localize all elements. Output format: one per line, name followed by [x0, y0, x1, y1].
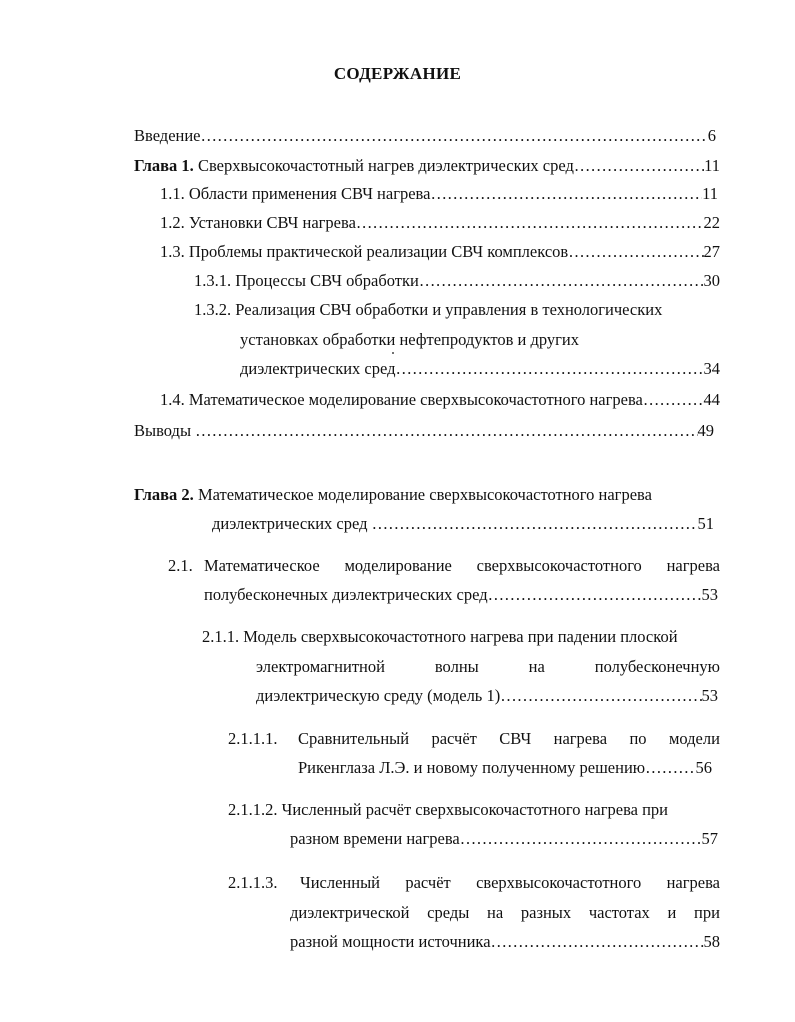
toc-page-number: 30 — [703, 271, 720, 290]
toc-entry-1-3-2-line-1[interactable] — [194, 300, 662, 320]
toc-entry-2-1-1-1-line-2[interactable] — [298, 758, 712, 778]
toc-page-number: 53 — [701, 686, 718, 705]
toc-leader — [500, 686, 701, 706]
toc-leader — [568, 242, 703, 262]
toc-entry-title: Сверхвысокочастотный нагрев диэлектрических сред — [197, 156, 574, 175]
toc-entry-2-1-1-1-line-1[interactable] — [298, 729, 720, 749]
toc-entry-number: 1.3.2. — [194, 300, 232, 319]
toc-entry-2-1-line-2[interactable] — [204, 585, 718, 605]
toc-entry-2-1-1-3-number: 2.1.1.3. — [228, 873, 278, 892]
toc-entry-1-2[interactable] — [160, 213, 720, 233]
toc-entry-2-1-1-line-3[interactable] — [256, 686, 718, 706]
toc-word: СВЧ — [499, 729, 532, 748]
toc-entry-number: 1.3. — [160, 242, 185, 261]
toc-entry-number: 2.1.1.2. — [228, 800, 278, 819]
toc-word: на — [528, 657, 545, 676]
toc-page-number: 22 — [703, 213, 720, 232]
toc-entry-title: Математическое моделирование сверхвысокочастотного нагрева — [197, 485, 652, 504]
toc-entry-conclusions[interactable] — [134, 421, 714, 441]
toc-entry-title: Выводы — [134, 421, 192, 440]
toc-word: нагрева — [666, 556, 720, 575]
toc-entry-2-1-1-2-line-1[interactable] — [228, 800, 668, 820]
toc-word: расчёт — [431, 729, 477, 748]
toc-entry-2-1-1-line-2[interactable] — [256, 657, 720, 677]
toc-entry-number: 1.2. — [160, 213, 185, 232]
toc-word: моделирование — [344, 556, 452, 575]
toc-entry-number: 1.1. — [160, 184, 185, 203]
toc-page-number: 53 — [701, 585, 718, 604]
toc-entry-number: 2.1.1. — [202, 627, 240, 646]
toc-word: на — [487, 903, 504, 922]
toc-entry-chapter-2-line-1[interactable] — [134, 485, 652, 505]
toc-word: нагрева — [553, 729, 608, 748]
toc-leader — [396, 359, 704, 379]
toc-page-number: 56 — [695, 758, 712, 777]
toc-entry-title: Математическое моделирование сверхвысокочастотного нагрева — [188, 390, 643, 409]
toc-page-number: 11 — [704, 156, 720, 175]
toc-entry-title: разной мощности источника — [290, 932, 491, 951]
toc-word: диэлектрической — [290, 903, 410, 922]
toc-entry-2-1-1-3-line-1[interactable] — [300, 873, 720, 893]
toc-word: Математическое — [204, 556, 320, 575]
toc-word: по — [629, 729, 647, 748]
toc-entry-title: Области применения СВЧ нагрева — [188, 184, 431, 203]
toc-word: и — [667, 903, 677, 922]
toc-entry-chapter-2-line-2[interactable] — [212, 514, 714, 534]
toc-entry-chapter-1[interactable] — [134, 156, 720, 176]
toc-leader — [201, 126, 708, 146]
toc-word: нагрева — [666, 873, 720, 892]
toc-entry-title: Модель сверхвысокочастотного нагрева при падении плоской — [243, 627, 678, 646]
toc-leader — [643, 390, 704, 410]
toc-entry-title: полубесконечных диэлектрических сред — [204, 585, 488, 604]
toc-entry-2-1-1-line-1[interactable] — [202, 627, 678, 647]
toc-entry-number: 1.4. — [160, 390, 185, 409]
toc-entry-1-3-1[interactable] — [194, 271, 720, 291]
toc-page-number: 34 — [703, 359, 720, 378]
toc-entry-1-1[interactable] — [160, 184, 718, 204]
toc-entry-2-1-1-3-line-2[interactable] — [290, 903, 720, 923]
toc-entry-title: разном времени нагрева — [290, 829, 460, 848]
toc-word: модели — [668, 729, 720, 748]
toc-entry-2-1-number: 2.1. — [168, 556, 193, 575]
toc-leader — [372, 514, 698, 534]
toc-entry-title: Рикенглаза Л.Э. и новому полученному решению — [298, 758, 646, 777]
toc-entry-title: диэлектрических сред — [212, 514, 368, 533]
toc-word: среды — [427, 903, 470, 922]
toc-entry-2-1-1-1-number: 2.1.1.1. — [228, 729, 278, 748]
toc-leader — [491, 932, 704, 952]
toc-entry-title: диэлектрических сред — [240, 359, 396, 378]
toc-word: электромагнитной — [256, 657, 385, 676]
toc-page-number: 44 — [703, 390, 720, 409]
toc-word: расчёт — [405, 873, 451, 892]
toc-entry-1-4[interactable] — [160, 390, 720, 410]
toc-word: Численный — [300, 873, 381, 892]
toc-entry-title: Процессы СВЧ обработки — [235, 271, 419, 290]
scan-speck — [392, 352, 394, 354]
toc-page-number: 51 — [697, 514, 714, 533]
toc-chapter-label: Глава 1. — [134, 156, 194, 175]
toc-entry-2-1-1-2-line-2[interactable] — [290, 829, 718, 849]
toc-entry-intro[interactable] — [134, 126, 716, 146]
toc-word: сверхвысокочастотного — [476, 556, 642, 575]
toc-word: сверхвысокочастотного — [476, 873, 642, 892]
toc-entry-2-1-1-3-line-3[interactable] — [290, 932, 720, 952]
toc-page-number: 6 — [707, 126, 716, 145]
toc-leader — [419, 271, 704, 291]
toc-page-number: 11 — [702, 184, 718, 203]
toc-entry-title: диэлектрическую среду (модель 1) — [256, 686, 501, 705]
toc-page-number: 49 — [697, 421, 714, 440]
toc-word: при — [694, 903, 720, 922]
page-title: СОДЕРЖАНИЕ — [333, 64, 462, 83]
toc-leader — [195, 421, 697, 441]
toc-leader — [645, 758, 695, 778]
toc-leader — [574, 156, 704, 176]
toc-entry-title: Реализация СВЧ обработки и управления в технологических — [235, 300, 663, 319]
toc-leader — [430, 184, 702, 204]
toc-leader — [488, 585, 702, 605]
toc-leader — [356, 213, 704, 233]
toc-leader — [460, 829, 702, 849]
toc-entry-title: Введение — [134, 126, 201, 145]
toc-word: Сравнительный — [298, 729, 410, 748]
toc-page-number: 27 — [703, 242, 720, 261]
toc-entry-title: Проблемы практической реализации СВЧ комплексов — [188, 242, 569, 261]
toc-word: полубесконечную — [594, 657, 720, 676]
toc-page-number: 57 — [701, 829, 718, 848]
toc-entry-2-1-line-1[interactable] — [204, 556, 720, 576]
toc-entry-1-3-2-line-2: установках обработки нефтепродуктов и других — [240, 330, 579, 349]
toc-entry-1-3[interactable] — [160, 242, 720, 262]
toc-word: волны — [434, 657, 479, 676]
toc-chapter-label: Глава 2. — [134, 485, 194, 504]
toc-word: разных — [520, 903, 572, 922]
toc-entry-title: Установки СВЧ нагрева — [188, 213, 356, 232]
toc-word: частотах — [588, 903, 650, 922]
toc-entry-title: Численный расчёт сверхвысокочастотного нагрева при — [281, 800, 668, 819]
toc-page-number: 58 — [703, 932, 720, 951]
toc-entry-number: 1.3.1. — [194, 271, 232, 290]
toc-entry-1-3-2-line-3[interactable] — [240, 359, 720, 379]
